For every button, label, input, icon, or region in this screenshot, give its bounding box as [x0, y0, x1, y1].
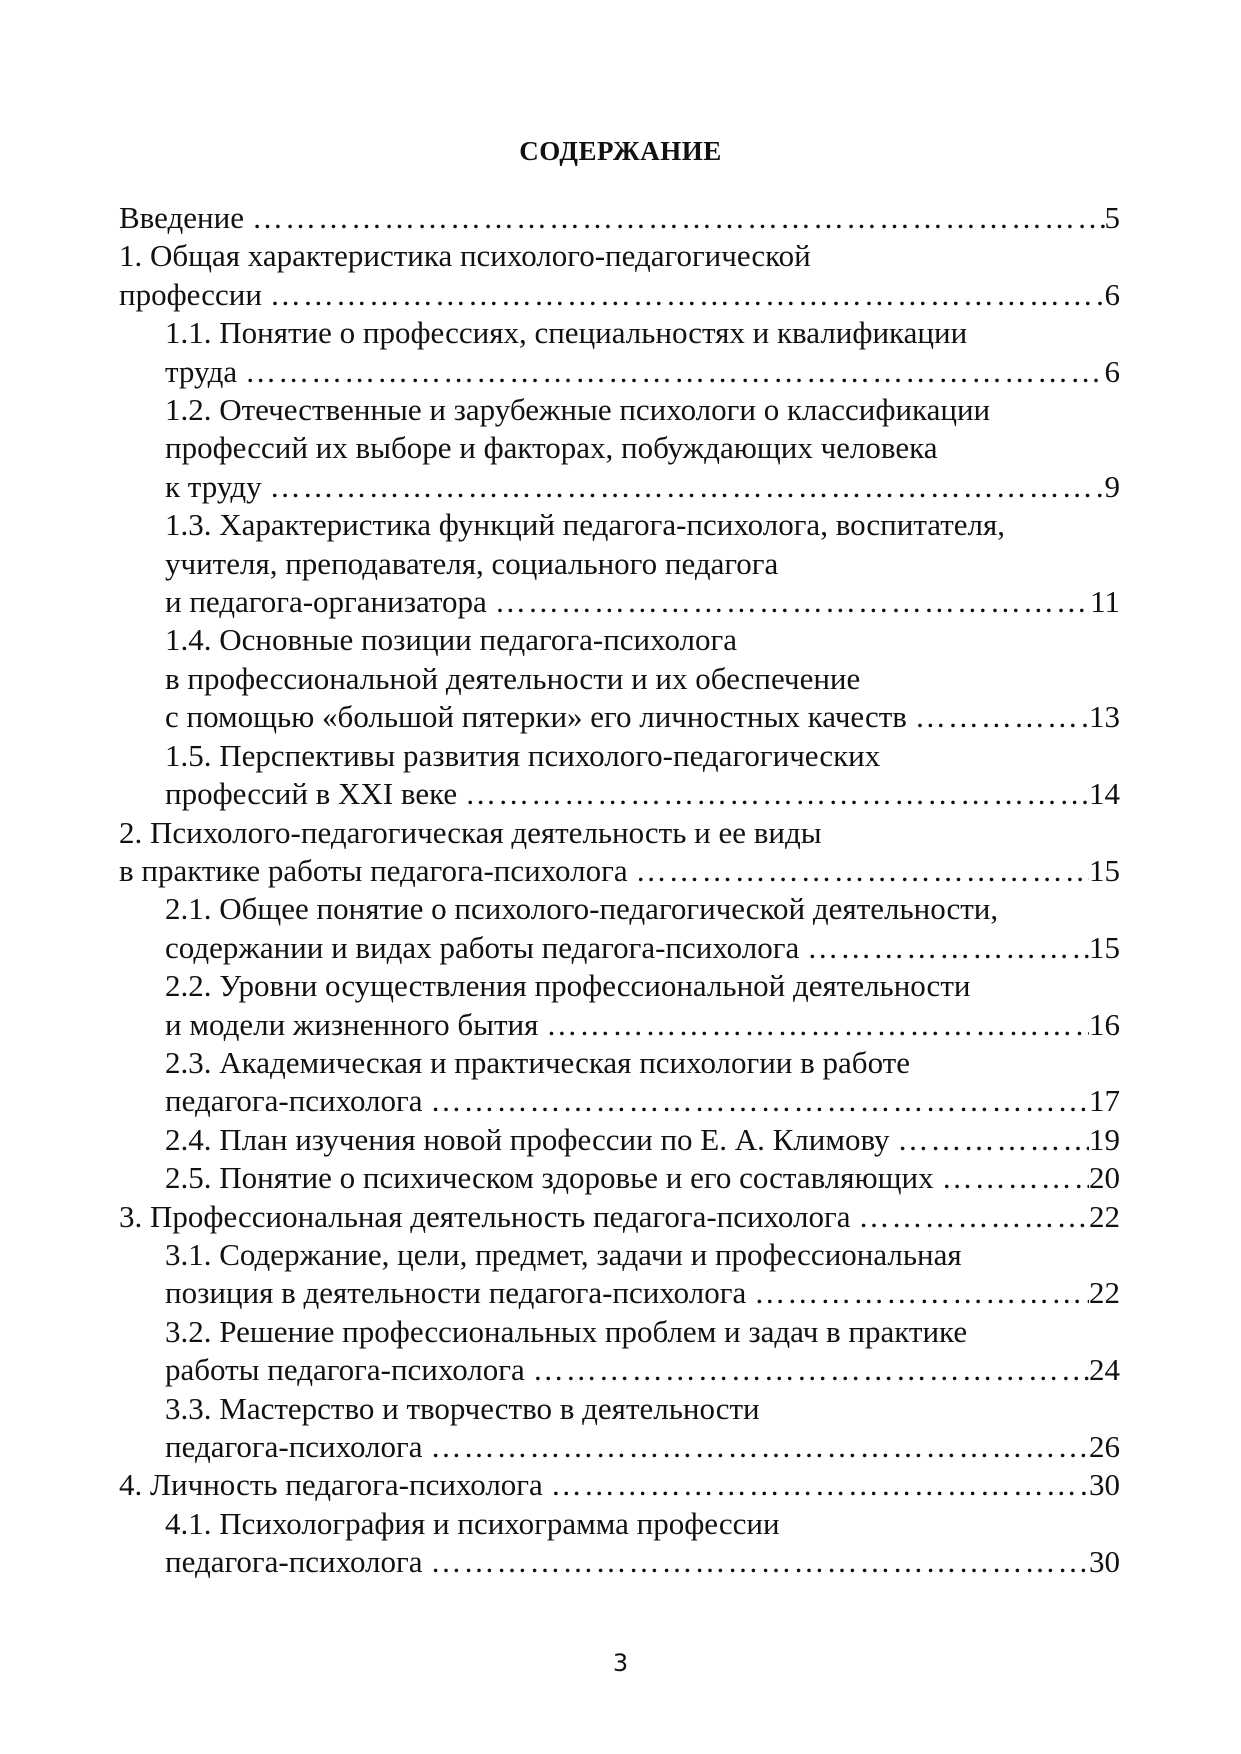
- toc-entry-title: работы педагога-психолога: [165, 1352, 525, 1388]
- toc-entry-last-line: [119, 852, 1120, 890]
- toc-entry-line: 1.4. Основные позиции педагога-психолога: [165, 622, 738, 658]
- toc-entry-last-line: [165, 1351, 1120, 1389]
- toc-entry: [119, 391, 1120, 506]
- toc-entry-line: 3.1. Содержание, цели, предмет, задачи и профессиональная: [165, 1236, 962, 1272]
- dot-leader: [850, 1198, 1089, 1236]
- dot-leader: [890, 1121, 1089, 1159]
- toc-entry-title: труда: [165, 353, 238, 389]
- toc-entry-last-line: [165, 468, 1120, 506]
- toc-entry-title: позиция в деятельности педагога-психолога: [165, 1275, 747, 1311]
- toc-entry-line: 1.5. Перспективы развития психолого-педагогических: [165, 737, 881, 773]
- dot-leader: [934, 1159, 1089, 1197]
- dot-leader: [487, 583, 1090, 621]
- toc-entry-title: педагога-психолога: [165, 1083, 423, 1119]
- toc-page-number: 22: [1089, 1275, 1120, 1311]
- toc-entry-line: 3.2. Решение профессиональных проблем и задач в практике: [165, 1313, 968, 1349]
- toc-entry-title: с помощью «большой пятерки» его личностных качеств: [165, 699, 907, 735]
- toc-page-number: 11: [1090, 584, 1120, 620]
- toc-page-number: 24: [1089, 1352, 1120, 1388]
- toc-page-number: 6: [1104, 353, 1120, 389]
- toc-entry-line: 1.1. Понятие о профессиях, специальностях и квалификации: [165, 315, 968, 351]
- toc-entry-last-line: [119, 1198, 1120, 1236]
- toc-entry-last-line: [165, 775, 1120, 813]
- toc-page-number: 15: [1089, 929, 1120, 965]
- toc-entry-title: 3. Профессиональная деятельность педагога-психолога: [119, 1198, 851, 1234]
- toc-page-number: 30: [1089, 1467, 1120, 1503]
- toc-entry-line: 2.3. Академическая и практическая психологии в работе: [165, 1044, 910, 1080]
- toc-page-number: 13: [1089, 699, 1120, 735]
- toc-page-number: 16: [1089, 1006, 1120, 1042]
- dot-leader: [423, 1082, 1089, 1120]
- toc-entry-title: 2.4. План изучения новой профессии по Е. А. Климову: [165, 1121, 890, 1157]
- toc-entry-last-line: [165, 1274, 1120, 1312]
- toc-entry-last-line: [165, 1082, 1120, 1120]
- toc-entry-title: и педагога-организатора: [165, 584, 487, 620]
- toc-entry: [119, 967, 1120, 1044]
- toc-entry-title: педагога-психолога: [165, 1429, 423, 1464]
- toc-page-number: 5: [1104, 200, 1120, 235]
- page-title: СОДЕРЖАНИЕ: [519, 136, 722, 166]
- toc-page-number: 17: [1089, 1083, 1120, 1119]
- toc-entry-line: учителя, преподавателя, социального педагога: [165, 545, 779, 581]
- dot-leader: [538, 1006, 1089, 1044]
- toc-entry-line: 2.1. Общее понятие о психолого-педагогической деятельности,: [165, 891, 999, 927]
- toc-entry: [119, 890, 1120, 967]
- toc-entry: [119, 1505, 1120, 1582]
- toc-entry-title: содержании и видах работы педагога-психолога: [165, 929, 800, 965]
- toc-entry-last-line: [165, 929, 1120, 967]
- toc-entry-line: 3.3. Мастерство и творчество в деятельности: [165, 1390, 760, 1426]
- toc-entry: [119, 237, 1120, 314]
- toc-entry-last-line: [165, 353, 1120, 391]
- toc-entry-line: профессий их выборе и факторах, побуждающих человека: [165, 430, 938, 466]
- toc-entry: [119, 737, 1120, 814]
- dot-leader: [525, 1351, 1089, 1389]
- toc-entry-line: 4.1. Психолография и психограмма профессии: [165, 1505, 780, 1541]
- toc-entry-line: 1.2. Отечественные и зарубежные психологи о классификации: [165, 392, 991, 428]
- toc-entry-title: и модели жизненного бытия: [165, 1006, 539, 1042]
- dot-leader: [262, 468, 1105, 506]
- toc-page-number: 22: [1089, 1198, 1120, 1234]
- toc-entry: [119, 814, 1120, 891]
- toc-entry-last-line: [165, 1121, 1120, 1159]
- toc-page-number: 19: [1089, 1121, 1120, 1157]
- toc-entry: [119, 199, 1120, 237]
- dot-leader: [244, 199, 1105, 237]
- toc-entry-title: 4. Личность педагога-психолога: [119, 1467, 543, 1503]
- toc-page-number: 9: [1104, 468, 1120, 504]
- toc-entry: [119, 1236, 1120, 1313]
- dot-leader: [262, 276, 1105, 314]
- dot-leader: [457, 775, 1089, 813]
- table-of-contents: [119, 199, 1120, 1582]
- dot-leader: [543, 1466, 1089, 1504]
- toc-entry-line: 2.2. Уровни осуществления профессиональной деятельности: [165, 968, 971, 1004]
- toc-entry: [119, 1044, 1120, 1121]
- dot-leader: [423, 1428, 1089, 1466]
- toc-entry: [119, 506, 1120, 621]
- dot-leader: [799, 929, 1089, 967]
- toc-entry: [119, 1313, 1120, 1390]
- toc-entry-line: 2. Психолого-педагогическая деятельность и ее виды: [119, 814, 822, 850]
- dot-leader: [746, 1274, 1089, 1312]
- toc-entry: [119, 621, 1120, 736]
- toc-entry-last-line: [165, 1428, 1120, 1466]
- toc-page-number: 6: [1104, 276, 1120, 312]
- toc-entry-title: профессии: [119, 276, 262, 312]
- toc-entry-last-line: [119, 276, 1120, 314]
- toc-entry-title: 2.5. Понятие о психическом здоровье и его составляющих: [165, 1160, 934, 1196]
- toc-entry-title: к труду: [165, 468, 262, 504]
- toc-entry-last-line: [165, 583, 1120, 621]
- toc-page-number: 26: [1089, 1429, 1120, 1464]
- dot-leader: [237, 353, 1104, 391]
- toc-entry: [119, 314, 1120, 391]
- toc-entry-last-line: [165, 698, 1120, 736]
- dot-leader: [628, 852, 1089, 890]
- toc-entry: [119, 1121, 1120, 1159]
- toc-page-number: 30: [1089, 1544, 1120, 1580]
- toc-entry-last-line: [165, 1159, 1120, 1197]
- toc-entry-line: 1.3. Характеристика функций педагога-психолога, воспитателя,: [165, 507, 1005, 543]
- toc-page-number: 14: [1089, 776, 1120, 812]
- toc-page-number: 15: [1089, 852, 1120, 888]
- toc-entry: [119, 1159, 1120, 1197]
- page-number: 3: [612, 1649, 629, 1677]
- toc-entry: [119, 1390, 1120, 1467]
- toc-entry: [119, 1198, 1120, 1236]
- toc-entry-title: в практике работы педагога-психолога: [119, 852, 628, 888]
- toc-entry-title: педагога-психолога: [165, 1544, 423, 1580]
- toc-entry-line: в профессиональной деятельности и их обеспечение: [165, 660, 861, 696]
- toc-entry-line: 1. Общая характеристика психолого-педагогической: [119, 238, 811, 274]
- toc-page-number: 20: [1089, 1160, 1120, 1196]
- toc-entry-last-line: [119, 199, 1120, 237]
- toc-entry-last-line: [119, 1466, 1120, 1504]
- toc-entry-last-line: [165, 1006, 1120, 1044]
- dot-leader: [907, 698, 1089, 736]
- toc-entry-last-line: [165, 1543, 1120, 1581]
- toc-entry-title: профессий в XXI веке: [165, 776, 458, 812]
- toc-entry-title: Введение: [119, 200, 244, 235]
- dot-leader: [423, 1543, 1089, 1581]
- toc-entry: [119, 1466, 1120, 1504]
